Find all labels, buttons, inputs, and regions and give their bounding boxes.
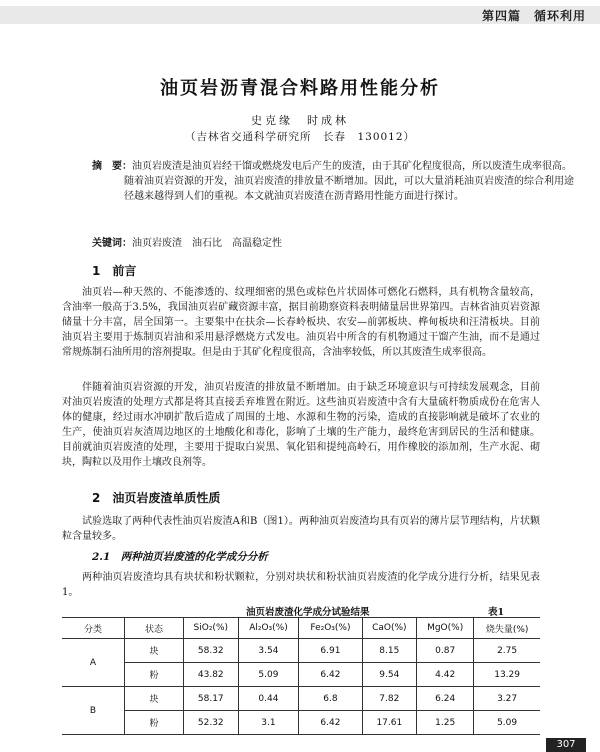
state-cell: 粉 [125,663,184,687]
abstract-label: 摘 要： [92,161,132,172]
value-cell: 4.42 [417,663,474,687]
value-cell: 6.8 [299,687,362,711]
value-cell: 6.24 [417,687,474,711]
value-cell: 8.15 [362,639,417,663]
table-row [62,663,540,687]
value-cell: 58.17 [184,687,239,711]
value-cell: 43.82 [184,663,239,687]
header-cell: 状态 [125,618,184,639]
paragraph: 油页岩—种天然的、不能渗透的、纹理细密的黑色或棕色片状固体可燃化石燃料，具有机物含量较高，含油率一般高于3.5%，我国油页岩矿藏资源丰富，据目前勘察资料表明储量居世界第四。吉林省油页岩资源储量十分丰富，居全国第一。主要集中在扶余—长春岭板块、农安—前郭板块、桦甸板块和汪清板块。目前油页岩主要用于炼制页岩油和采用悬浮燃烧方式发电。油页岩中所含的有机物通过干馏产生油，而不是通过常规炼制石油所用的溶剂提取。但是由于其矿化程度很高，含油率较低，所以其废渣生成率很高。 [62,287,540,358]
running-header [0,0,600,30]
running-header-text: 第四篇 循环利用 [481,9,586,23]
value-cell: 5.09 [474,711,540,735]
page-number: 307 [546,738,586,752]
header-cell: MgO(%) [417,618,474,639]
header-cell: SiO₂(%) [184,618,239,639]
keywords-text: 油页岩废渣 油石比 高温稳定性 [132,238,282,249]
header-cell: CaO(%) [362,618,417,639]
paragraph: 试验选取了两种代表性油页岩废渣A和B（图1）。两种油页岩废渣均具有页岩的薄片层节理结构，片状颗粒含量较多。 [62,516,540,542]
table-header-row [62,618,540,639]
chemical-composition-table [62,617,540,735]
state-cell: 块 [125,639,184,663]
header-cell: 烧失量(%) [474,618,540,639]
value-cell: 58.32 [184,639,239,663]
header-cell: Al₂O₃(%) [238,618,299,639]
table-row [62,711,540,735]
section-heading: 2 油页岩废渣单质性质 [92,491,221,505]
value-cell: 3.1 [238,711,299,735]
affiliation: （吉林省交通科学研究所 长春 130012） [184,131,416,143]
state-cell: 块 [125,687,184,711]
value-cell: 9.54 [362,663,417,687]
header-cell: 分类 [62,618,125,639]
value-cell: 17.61 [362,711,417,735]
value-cell: 5.09 [238,663,299,687]
class-cell: B [62,687,125,735]
section-heading: 1 前言 [92,264,137,278]
value-cell: 52.32 [184,711,239,735]
table-title: 油页岩废渣化学成分试验结果 [246,607,370,618]
subsection-heading: 2.1 两种油页岩废渣的化学成分分析 [92,551,268,563]
keywords-label: 关键词： [92,238,132,249]
value-cell: 6.91 [299,639,362,663]
value-cell: 13.29 [474,663,540,687]
paragraph: 两种油页岩废渣均具有块状和粉状颗粒，分别对块状和粉状油页岩废渣的化学成分进行分析，结果见表1。 [62,572,540,598]
table-number: 表1 [488,607,505,618]
header-cell: Fe₂O₃(%) [299,618,362,639]
table-row [62,687,540,711]
value-cell: 3.54 [238,639,299,663]
table-row [62,639,540,663]
value-cell: 7.82 [362,687,417,711]
class-cell: A [62,639,125,687]
value-cell: 2.75 [474,639,540,663]
authors: 史克缘 时成林 [251,114,349,127]
value-cell: 0.87 [417,639,474,663]
paper-title: 油页岩沥青混合料路用性能分析 [160,78,440,99]
keywords [92,234,542,249]
value-cell: 1.25 [417,711,474,735]
abstract-text: 油页岩废渣是油页岩经干馏或燃烧发电后产生的废渣，由于其矿化程度很高，所以废渣生成率很高。随着油页岩资源的开发，油页岩废渣的排放量不断增加。因此，可以大量消耗油页岩废渣的综合利用途径越来越得到人们的重视。本文就油页岩废渣在沥青路用性能方面进行探讨。 [124,161,574,202]
value-cell: 6.42 [299,711,362,735]
value-cell: 3.27 [474,687,540,711]
abstract [92,159,574,204]
value-cell: 6.42 [299,663,362,687]
paragraph: 伴随着油页岩资源的开发，油页岩废渣的排放量不断增加。由于缺乏环境意识与可持续发展观念，目前对油页岩废渣的处理方式都是将其直接丢弃堆置在附近。这些油页岩废渣中含有大量硫杆物质成份在危害人体的健康，经过雨水冲刷扩散后造成了周围的土地、水源和生物的污染，造成的直接影响就是破坏了农业的生产，使油页岩灰渣周边地区的土地酸化和毒化，影响了土壤的生产能力，最终危害到居民的生活和健康。目前就油页岩废渣的处理，主要用于提取白炭黑、氧化铝和提纯高岭石，用作橡胶的添加剂，生产水泥、砌块，陶粒以及用作土壤改良剂等。 [62,382,540,468]
value-cell: 0.44 [238,687,299,711]
state-cell: 粉 [125,711,184,735]
